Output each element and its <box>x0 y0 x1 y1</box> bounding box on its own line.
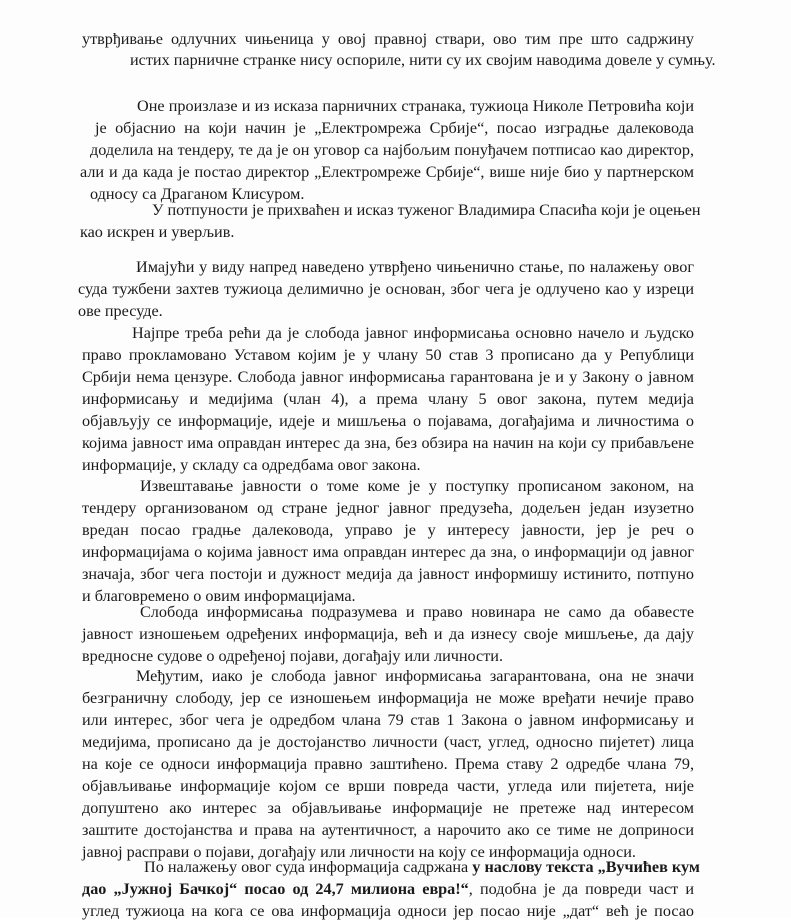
text-line: Међутим, иако је слобода јавног информисања загарантована, она не значи <box>136 667 694 685</box>
text-line: на које се односи информација правно заштићено. Према ставу 2 одредбе члана 79, <box>82 755 694 773</box>
text-line: У потпуности је прихваћен и исказ туженог Владимира Спасића који је оцењен <box>152 201 701 219</box>
text-line: објављују се информације, идеје и мишљења о појавама, догађајима и личностима о <box>82 412 694 430</box>
text-line: Србији нема цензуре. Слобода јавног информисања гарантована је и у Закону о јавном <box>82 368 694 386</box>
text-line: односу са Драганом Клисуром. <box>90 185 305 203</box>
text-line: допуштено ако интерес за објављивање информације не претеже над интересом <box>82 799 694 817</box>
text-line: вредносне судове о одређеној појави, догађају или личности. <box>82 647 504 665</box>
text-line: утврђивање одлучних чињеница у овој правној ствари, ово тим пре што садржину <box>82 30 694 48</box>
text-line: али и да када је постао директор „Електромреже Србије“, више није био у партнерском <box>80 163 694 181</box>
text-line: истих парничне странке нису оспориле, нити су их својим наводима довеле у сумњу. <box>130 51 716 69</box>
bold-text-run: у наслову текста „Вучићев кум <box>472 858 700 876</box>
text-line: ове пресуде. <box>78 302 163 320</box>
text-line: значаја, због чега постоји и дужност медија да јавност информишу истинито, потпуно <box>82 565 694 583</box>
text-line: медијима, прописано да је достојанство личности (част, углед, односно пијетет) лица <box>82 733 694 751</box>
text-line: тендеру организованом од стране једног јавног предузећа, додељен један изузетно <box>82 499 694 517</box>
text-line: вредан посао градње далековода, управо је у интересу јавности, јер је реч о <box>82 521 694 539</box>
text-line: и благовремено о овим информацијама. <box>82 587 356 605</box>
text-line: Најпре треба рећи да је слобода јавног информисања основно начело и људско <box>132 324 694 342</box>
text-line: заштите достојанства и права на аутентичност, а нарочито ако се тиме не доприноси <box>82 821 694 839</box>
text-line: доделила на тендеру, те да је он уговор са најбољим понуђачем потписао као директор, <box>90 141 694 159</box>
text-line: јавност изношењем одређених информација, већ и да изнесу своје мишљење, да дају <box>82 625 694 643</box>
text-line: Извештавање јавности о томе коме је у поступку прописаном законом, на <box>140 477 694 495</box>
bold-text-run: дао „Јужној Бачкој“ посао од 24,7 милиона евра!“ <box>82 880 469 898</box>
text-line: Оне произлазе и из исказа парничних странака, тужиоца Николе Петровића који <box>137 97 694 115</box>
text-line <box>144 856 700 878</box>
text-line: објављивање информације којом се врши повреда части, угледа или пијетета, није <box>82 777 694 795</box>
text-line: јавној расправи о појави, догађају или личности на коју се информација односи. <box>82 843 636 861</box>
text-line: суда тужбени захтев тужиоца делимично је основан, због чега је одлучено као у изреци <box>78 280 694 298</box>
text-line: углед тужиоца на кога се ова информација односи јер посао није „дат“ већ је посао <box>82 902 694 920</box>
text-line: је објаснио на који начин је „Електромрежа Србије“, посао изградње далековода <box>95 119 694 137</box>
text-line: Имајући у виду напред наведено утврђено чињенично стање, по налажењу овог <box>136 258 694 276</box>
text-line: информације, у складу са одредбама овог закона. <box>82 456 421 474</box>
text-run: По налажењу овог суда информација садржана <box>144 858 473 876</box>
text-line: Слобода информисања подразумева и право новинара не само да обавесте <box>140 603 694 621</box>
text-line <box>82 878 694 900</box>
text-line: безграничну слободу, јер се изношењем информација не може вређати нечије право <box>82 689 694 707</box>
text-run: , подобна је да повреди част и <box>468 880 694 898</box>
text-line: информисању и медијима (члан 4), а према члану 5 овог закона, путем медија <box>82 390 694 408</box>
text-line: као искрен и уверљив. <box>80 223 235 241</box>
text-line: којима јавност има оправдан интерес да зна, без обзира на начин на који су прибављене <box>82 434 694 452</box>
text-line: или интерес, због чега је одредбом члана 79 став 1 Закона о јавном информисању и <box>82 711 694 729</box>
text-line: информацијама о којима јавност има оправдан интерес да зна, о информацији од јавног <box>82 543 694 561</box>
text-line: право прокламовано Уставом којим је у члану 50 став 3 прописано да у Републици <box>82 346 694 364</box>
